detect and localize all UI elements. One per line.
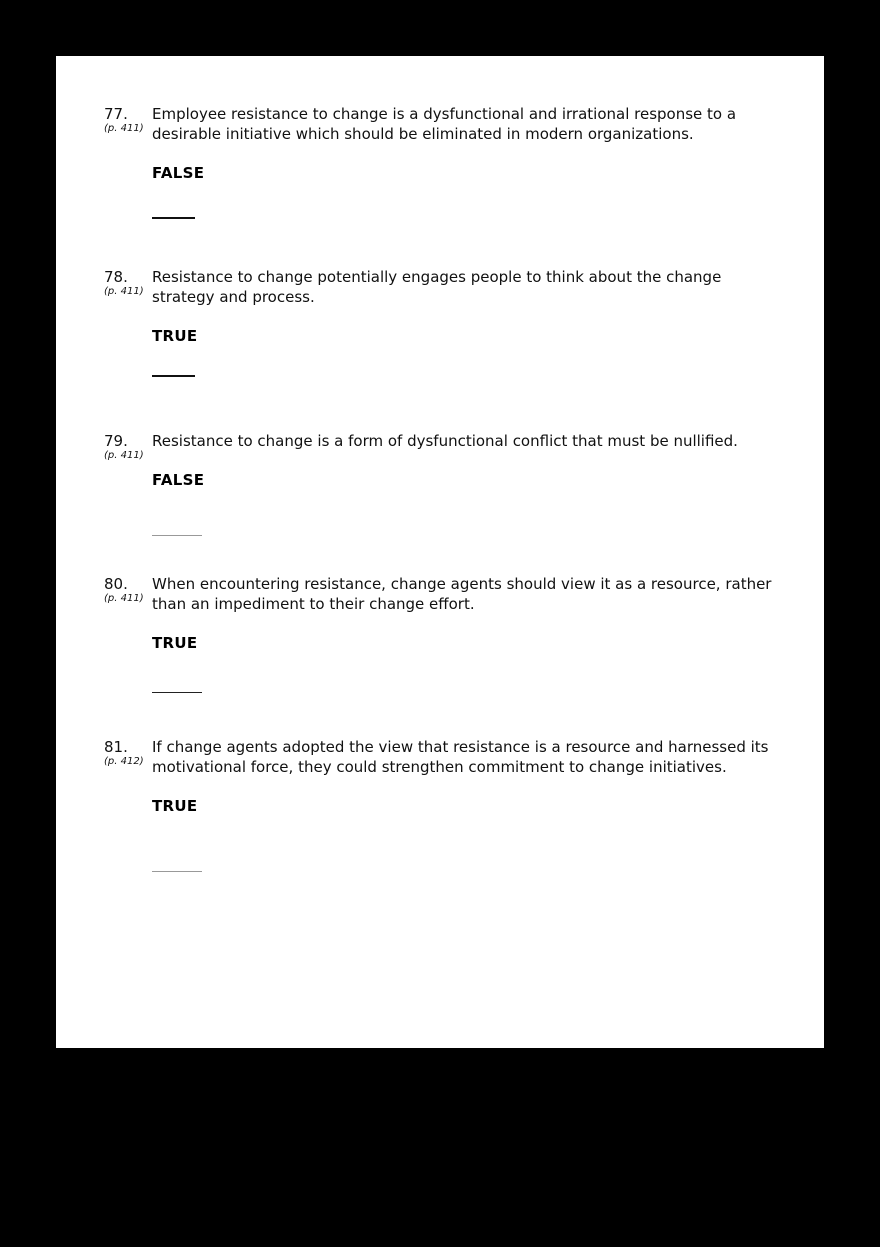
page-reference: (p. 412) [104, 756, 144, 767]
question-number: 80. [104, 575, 128, 593]
page-reference: (p. 411) [104, 123, 144, 134]
question-text: Employee resistance to change is a dysfunctional and irrational response to a desirable initiative which should be eliminated in modern organizations. [152, 105, 737, 143]
question-number: 81. [104, 738, 128, 756]
question-number: 77. [104, 105, 128, 123]
page-reference: (p. 411) [104, 286, 144, 297]
question-number: 78. [104, 268, 128, 286]
answer-blank-line [152, 535, 202, 536]
question-text: Resistance to change is a form of dysfunctional conflict that must be nullified. [152, 432, 738, 450]
answer: TRUE [152, 327, 198, 345]
answer: TRUE [152, 797, 198, 815]
answer-blank-line [152, 692, 202, 693]
answer: FALSE [152, 164, 205, 182]
document-page [56, 56, 824, 1048]
answer: TRUE [152, 634, 198, 652]
answer-blank-line [152, 217, 195, 219]
question-text: When encountering resistance, change agents should view it as a resource, rather than an impediment to their change effort. [152, 575, 772, 613]
question-text: Resistance to change potentially engages people to think about the change strategy and process. [152, 268, 722, 306]
page-reference: (p. 411) [104, 593, 144, 604]
answer-blank-line [152, 871, 202, 872]
page-reference: (p. 411) [104, 450, 144, 461]
answer-blank-line [152, 375, 195, 377]
question-text: If change agents adopted the view that resistance is a resource and harnessed its motivational force, they could strengthen commitment to change initiatives. [152, 738, 769, 776]
question-number: 79. [104, 432, 128, 450]
answer: FALSE [152, 471, 205, 489]
